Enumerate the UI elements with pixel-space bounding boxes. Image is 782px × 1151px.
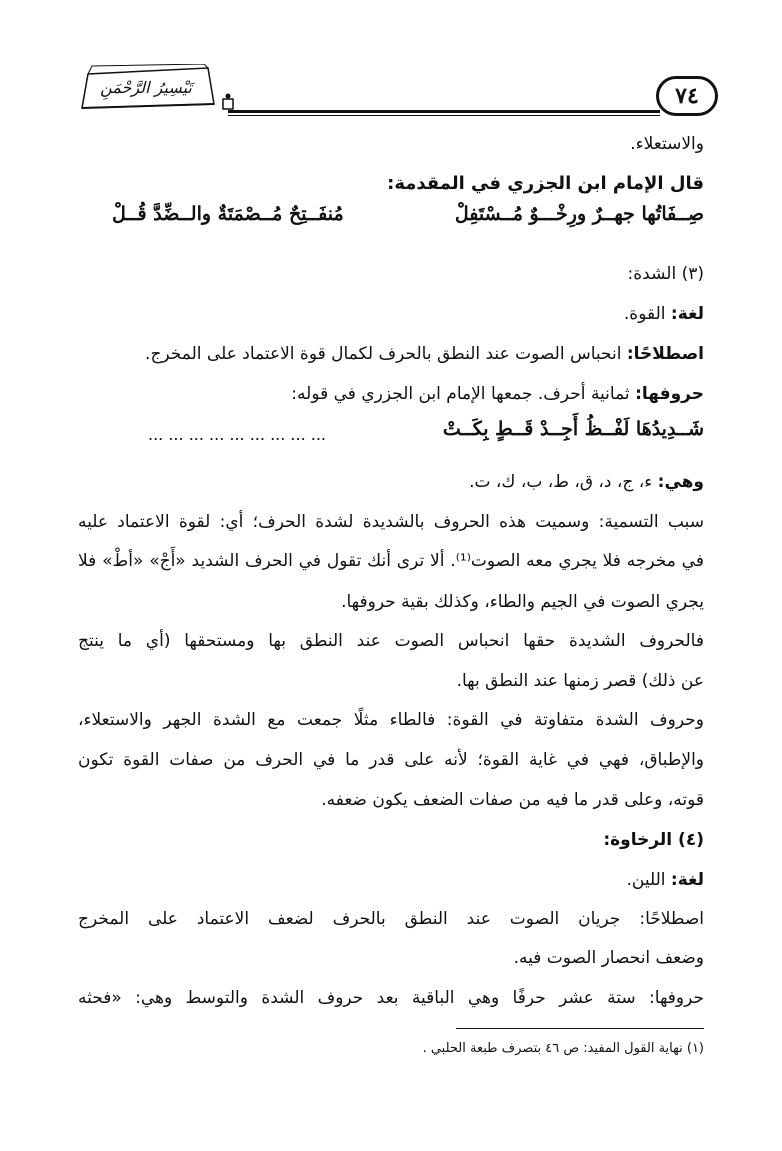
header-rule-thin xyxy=(228,115,660,116)
header-rule xyxy=(228,110,660,113)
text-line xyxy=(624,302,704,326)
paragraph-line: عن ذلك) قصر زمنها عند النطق بها. xyxy=(456,671,704,691)
text-line xyxy=(291,382,704,406)
paragraph-line: قوته، وعلى قدر ما فيه من صفات الضعف يكون ضعفه. xyxy=(321,790,704,810)
text-line xyxy=(469,470,704,494)
quote-intro: قال الإمام ابن الجزري في المقدمة: xyxy=(387,173,704,194)
text-line xyxy=(145,342,704,366)
text-line xyxy=(626,868,704,892)
term-label: اصطلاحًا: xyxy=(626,344,704,364)
paragraph-line: حروفها: ستة عشر حرفًا وهي الباقية بعد حروف الشدة والتوسط وهي: «فحثه xyxy=(78,988,704,1008)
term-label: لغة: xyxy=(670,870,704,890)
term-definition: القوة. xyxy=(623,304,671,324)
paragraph-line: فالحروف الشديدة حقها انحباس الصوت عند النطق بها ومستحقها (أي ما ينتج xyxy=(78,631,704,651)
term-definition: اللين. xyxy=(626,870,671,890)
footnote: (١) نهاية القول المفيد: ص ٤٦ بتصرف طبعة الحلبي . xyxy=(422,1041,704,1056)
section-heading: (٤) الرخاوة: xyxy=(603,830,704,850)
paragraph-line: يجري الصوت في الجيم والطاء، وكذلك بقية حروفها. xyxy=(341,592,704,612)
header-ornament-icon xyxy=(221,92,235,110)
verse-hemistich-right: صِــفَاتُها جهــرٌ ورِخْـــوٌ مُــسْتَفِلْ xyxy=(454,203,704,225)
paragraph-line: سبب التسمية: وسميت هذه الحروف بالشديدة لشدة الحرف؛ أي: لقوة الاعتماد عليه xyxy=(78,512,704,532)
term-label: وهي: xyxy=(657,472,704,492)
term-definition: انحباس الصوت عند النطق بالحرف لكمال قوة الاعتماد على المخرج. xyxy=(145,344,627,364)
page-header xyxy=(78,58,718,118)
paragraph-line: وحروف الشدة متفاوتة في القوة: فالطاء مثلًا جمعت مع الشدة الجهر والاستعلاء، xyxy=(78,710,704,730)
term-label: لغة: xyxy=(670,304,704,324)
term-label: حروفها: xyxy=(635,384,704,404)
paragraph-line: في مخرجه فلا يجري معه الصوت⁽¹⁾. ألا ترى أنك تقول في الحرف الشديد «أَجْ» «أطْ» فلا xyxy=(78,551,704,571)
book-title: تَيْسِيرُ الرَّحْمَنِ xyxy=(100,78,192,97)
footnote-separator xyxy=(456,1028,704,1029)
verse-hemistich-left: ... ... ... ... ... ... ... ... ... xyxy=(148,425,327,444)
paragraph-line: اصطلاحًا: جريان الصوت عند النطق بالحرف لضعف الاعتماد على المخرج xyxy=(78,909,704,929)
paragraph-line: وضعف انحصار الصوت فيه. xyxy=(513,948,704,968)
section-heading: (٣) الشدة: xyxy=(627,264,704,284)
text-line: والاستعلاء. xyxy=(630,134,704,154)
term-definition: ء، ج، د، ق، ط، ب، ك، ت. xyxy=(469,472,658,492)
book-title-frame xyxy=(78,64,218,114)
verse-hemistich-right: شَــدِيدُهَا لَفْــظُ أَجِــدْ قَــطٍ بِكَــتْ xyxy=(442,418,704,440)
verse-hemistich-left: مُنفَــتِحٌ مُــصْمَتَةٌ والــضِّدَّ قُــلْ xyxy=(112,203,344,225)
page-number: ٧٤ xyxy=(656,76,718,116)
paragraph-line: والإطباق، فهي في غاية القوة؛ لأنه على قدر ما في الحرف من صفات القوة تكون xyxy=(78,750,704,770)
term-definition: ثمانية أحرف. جمعها الإمام ابن الجزري في قوله: xyxy=(291,384,636,404)
